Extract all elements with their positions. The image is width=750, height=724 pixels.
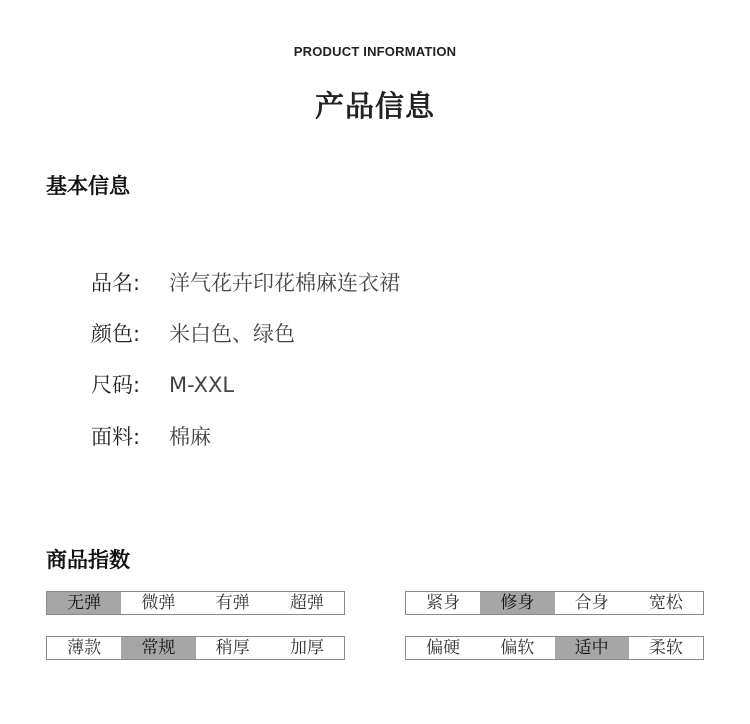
- info-label: 品名:: [91, 271, 141, 295]
- header-en-title: PRODUCT INFORMATION: [293, 44, 457, 59]
- info-label: 颜色:: [91, 322, 141, 346]
- scale-option: 偏软: [500, 638, 535, 658]
- scale-option: 有弹: [215, 593, 250, 613]
- scale-option: 稍厚: [215, 638, 250, 658]
- scale-option: 偏硬: [426, 638, 461, 658]
- scale-option: 紧身: [426, 593, 461, 613]
- scale-option: 加厚: [289, 638, 324, 658]
- info-value: 米白色、绿色: [169, 322, 295, 346]
- scale-option: 薄款: [67, 638, 102, 658]
- info-row-color: [91, 318, 295, 348]
- info-value: M-XXL: [169, 373, 235, 397]
- scale-option: 宽松: [648, 593, 683, 613]
- scale-option-selected: 常规: [121, 637, 195, 659]
- indices-title: 商品指数: [46, 548, 130, 572]
- scale-option-selected: 无弹: [47, 592, 121, 614]
- scale-option: 柔软: [648, 638, 683, 658]
- info-row-size: [91, 369, 234, 399]
- elasticity-scale: [46, 591, 345, 615]
- info-row-name: [91, 267, 400, 297]
- scale-option: 超弹: [289, 593, 324, 613]
- fit-scale: [405, 591, 704, 615]
- info-value: 棉麻: [169, 425, 211, 449]
- info-value: 洋气花卉印花棉麻连衣裙: [169, 271, 400, 295]
- scale-option-selected: 修身: [480, 592, 554, 614]
- thickness-scale: [46, 636, 345, 660]
- scale-option: 合身: [574, 593, 609, 613]
- scale-option-selected: 适中: [555, 637, 629, 659]
- info-row-fabric: [91, 421, 211, 451]
- info-label: 尺码:: [91, 373, 141, 397]
- page-title: 产品信息: [314, 89, 435, 123]
- scale-option: 微弹: [141, 593, 176, 613]
- softness-scale: [405, 636, 704, 660]
- basic-info-title: 基本信息: [46, 174, 130, 198]
- info-label: 面料:: [91, 425, 141, 449]
